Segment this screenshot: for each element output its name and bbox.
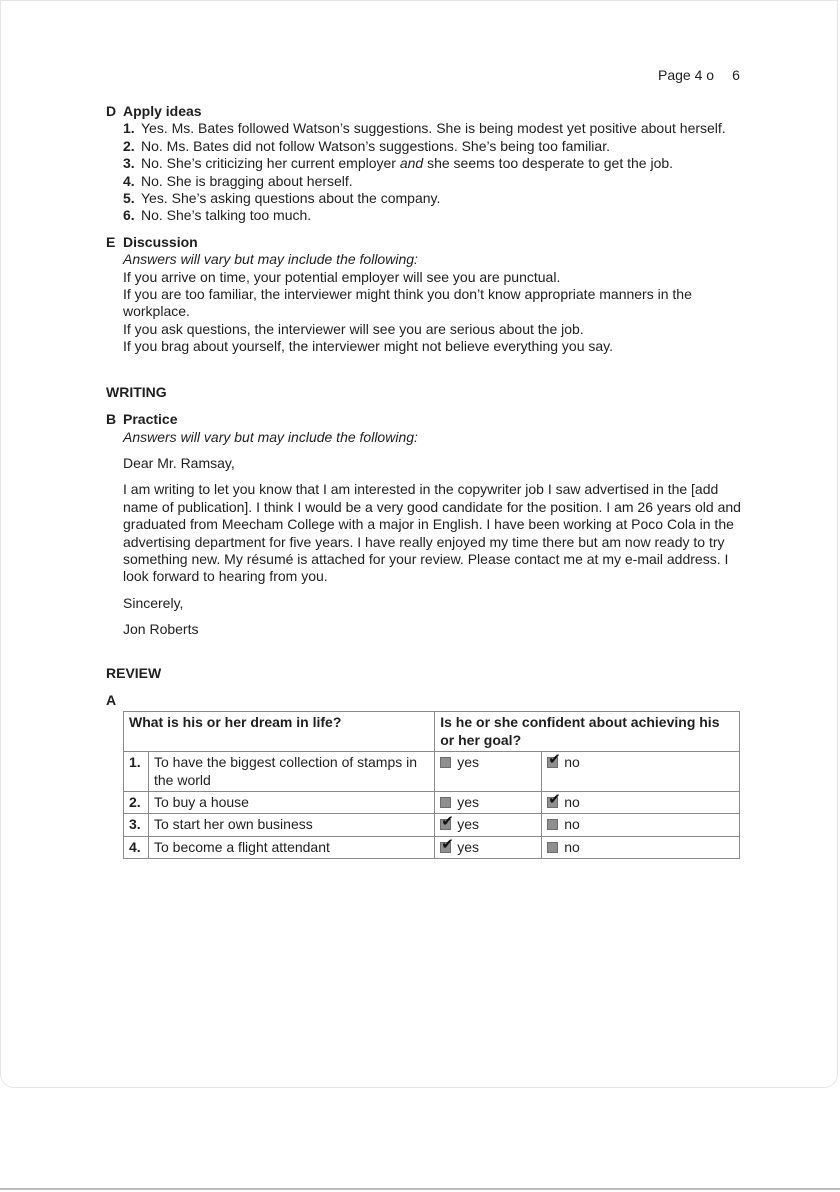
list-item: 4. No. She is bragging about herself. — [123, 172, 353, 189]
section-letter: A — [106, 691, 117, 708]
section-letter: D — [106, 103, 117, 119]
bottom-divider — [0, 1188, 840, 1190]
section-title: Apply ideas — [123, 103, 202, 119]
discussion-line: If you are too familiar, the interviewer might think you don’t know appropriate manners in the workplace. — [123, 286, 692, 320]
writing-heading: WRITING — [106, 383, 167, 400]
table-row: 3. To start her own business ✔ yes no — [124, 814, 740, 836]
checkbox-icon[interactable] — [440, 797, 451, 808]
section-title: Discussion — [123, 233, 198, 250]
no-cell: ✔ no — [542, 752, 740, 792]
section-title: Practice — [123, 411, 178, 428]
discussion-line: If you brag about yourself, the interviewer might not believe everything you say. — [123, 338, 614, 355]
discussion-line: If you arrive on time, your potential employer will see you are punctual. — [123, 268, 561, 285]
section-intro: Answers will vary but may include the following: — [123, 251, 418, 268]
list-item: 1. Yes. Ms. Bates followed Watson’s suggestions. She is being modest yet positive about herself. — [123, 120, 726, 137]
section-d — [106, 103, 746, 225]
checkbox-icon[interactable] — [547, 842, 558, 853]
checkbox-checked-icon[interactable] — [440, 819, 451, 830]
letter-signature: Jon Roberts — [123, 621, 199, 638]
discussion-line: If you ask questions, the interviewer will see you are serious about the job. — [123, 320, 584, 337]
letter-salutation: Dear Mr. Ramsay, — [123, 454, 235, 471]
yes-cell: yes — [435, 792, 542, 814]
page-content — [106, 103, 746, 859]
list-item: 3. No. She’s criticizing her current employer and she seems too desperate to get the job. — [123, 155, 674, 172]
letter-body: I am writing to let you know that I am interested in the copywriter job I saw advertised in the [add name of publication]. I think I would be a very good candidate for the position. I am 26 years old and graduated from Meecham College with a major in English. I have been working at Poco Cola in the advertising department for five years. I have really enjoyed my time there but am now ready to try something new. My résumé is attached for your review. Please contact me at my e-mail address. I look forward to hearing from you. — [123, 481, 741, 585]
review-heading: REVIEW — [106, 664, 162, 681]
table-row: 1. To have the biggest collection of stamps in the world yes ✔ no — [124, 752, 740, 792]
list-item: 2. No. Ms. Bates did not follow Watson’s suggestions. She’s being too familiar. — [123, 137, 610, 154]
checkbox-icon[interactable] — [440, 757, 451, 768]
page-number: Page 4 o 6 — [658, 67, 740, 83]
yes-cell: ✔ yes — [435, 836, 542, 858]
no-cell: no — [542, 836, 740, 858]
letter-closing: Sincerely, — [123, 594, 184, 611]
table-header-row — [124, 712, 740, 752]
no-cell: ✔ no — [542, 792, 740, 814]
column-header: What is his or her dream in life? — [124, 712, 435, 752]
yes-cell: yes — [435, 752, 542, 792]
checkbox-checked-icon[interactable] — [547, 797, 558, 808]
table-row: 4. To become a flight attendant ✔ yes no — [124, 836, 740, 858]
section-intro: Answers will vary but may include the following: — [123, 428, 418, 445]
checkbox-checked-icon[interactable] — [440, 842, 451, 853]
section-letter: B — [106, 411, 117, 428]
no-cell: no — [542, 814, 740, 836]
table-row: 2. To buy a house yes ✔ no — [124, 792, 740, 814]
section-writing-b — [106, 411, 746, 638]
checkbox-icon[interactable] — [547, 819, 558, 830]
yes-cell: ✔ yes — [435, 814, 542, 836]
section-letter: E — [106, 233, 116, 250]
checkbox-checked-icon[interactable] — [547, 757, 558, 768]
list-item: 5. Yes. She’s asking questions about the company. — [123, 190, 441, 207]
section-e — [106, 234, 746, 356]
column-header: Is he or she confident about achieving his or her goal? — [435, 712, 740, 752]
list-item: 6. No. She’s talking too much. — [123, 207, 312, 224]
answer-list — [123, 120, 746, 224]
review-table — [123, 711, 740, 859]
